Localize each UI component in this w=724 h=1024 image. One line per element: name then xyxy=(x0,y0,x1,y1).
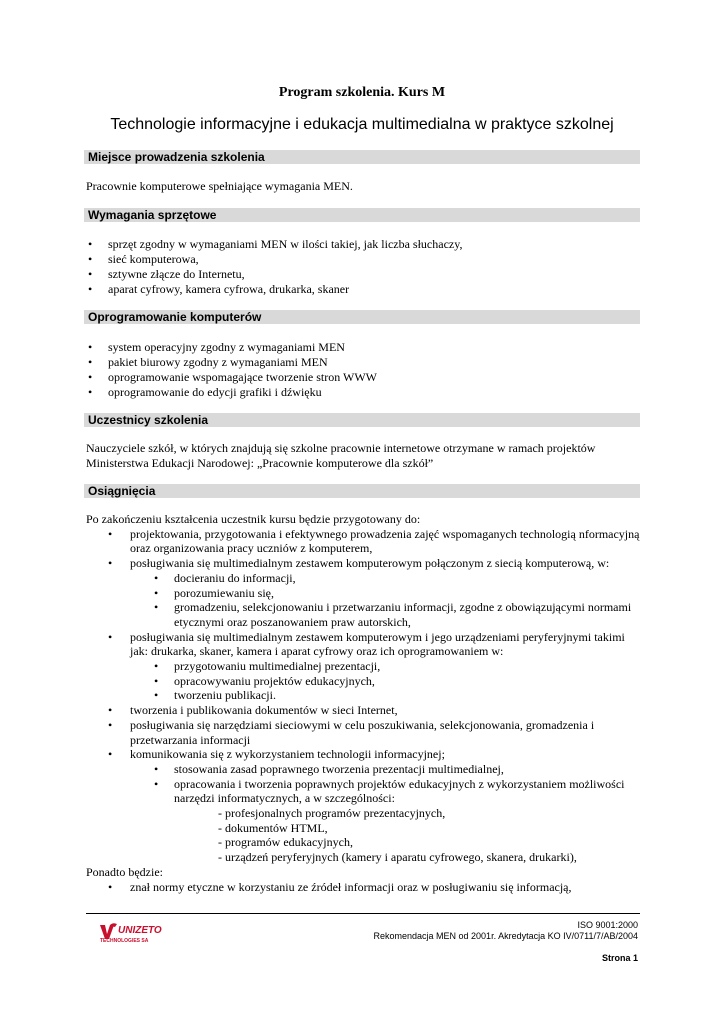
section-heading-miejsce: Miejsce prowadzenia szkolenia xyxy=(84,150,640,164)
list-item-text: projektowania, przygotowania i efektywnego prowadzenia zajęć wspomaganych technologią nformacyjną oraz organizowania pracy uczniów z komputerem, xyxy=(130,526,640,556)
footer-divider xyxy=(86,913,640,914)
section-heading-uczestnicy: Uczestnicy szkolenia xyxy=(84,413,640,427)
footer-iso: ISO 9001:2000 xyxy=(577,920,638,930)
list-item: • oprogramowanie wspomagające tworzenie stron WWW xyxy=(86,370,640,385)
list-item: • aparat cyfrowy, kamera cyfrowa, drukarka, skaner xyxy=(86,282,640,297)
sublist-item: • opracowania i tworzenia poprawnych projektów edukacyjnych z wykorzystaniem możliwości narzędzi informatycznych, a w szczególności: xyxy=(130,777,640,806)
list-item xyxy=(86,703,640,718)
dash-line: - dokumentów HTML, xyxy=(218,820,328,835)
sublist xyxy=(130,571,640,630)
ponadto-label: Ponadto będzie: xyxy=(86,864,163,879)
sublist-item: • opracowywaniu projektów edukacyjnych, xyxy=(130,674,640,689)
sublist xyxy=(130,659,640,703)
list-item: • pakiet biurowy zgodny z wymaganiami MEN xyxy=(86,355,640,370)
section-heading-sprzet: Wymagania sprzętowe xyxy=(84,208,640,222)
unizeto-logo xyxy=(98,921,184,943)
list-item: • sztywne złącze do Internetu, xyxy=(86,267,640,282)
dash-line: - profesjonalnych programów prezentacyjnych, xyxy=(218,806,446,821)
sublist-item: • porozumiewaniu się, xyxy=(130,586,640,601)
section-text-uczestnicy: Nauczyciele szkół, w których znajdują się szkolne pracownie internetowe otrzymane w ramach projektów Ministerstwa Edukacji Narodowej: „Pracownie komputerowe dla szkół” xyxy=(86,441,596,470)
sublist-item: • stosowania zasad poprawnego tworzenia prezentacji multimedialnej, xyxy=(130,762,640,777)
sublist-item: • gromadzeniu, selekcjonowaniu i przetwarzaniu informacji, zgodne z obowiązującymi normami etycznymi oraz poszanowaniem praw autorskich, xyxy=(130,600,640,629)
section-heading-oprogramowanie: Oprogramowanie komputerów xyxy=(84,310,640,324)
sublist-item: • przygotowaniu multimedialnej prezentacji, xyxy=(130,659,640,674)
list-item: • sieć komputerowa, xyxy=(86,252,640,267)
list-item: • system operacyjny zgodny z wymaganiami MEN xyxy=(86,340,640,355)
footer-rekomendacja: Rekomendacja MEN od 2001r. Akredytacja KO IV/0711/7/AB/2004 xyxy=(373,931,638,941)
section-heading-osiagniecia: Osiągnięcia xyxy=(84,484,640,498)
list-sprzet xyxy=(86,237,640,297)
sublist xyxy=(130,762,640,806)
section-text-miejsce: Pracownie komputerowe spełniające wymagania MEN. xyxy=(86,179,353,193)
sublist-item: • tworzeniu publikacji. xyxy=(130,688,640,703)
sublist-item: • docieraniu do informacji, xyxy=(130,571,640,586)
document-title: Program szkolenia. Kurs M xyxy=(278,85,446,100)
list-item xyxy=(86,630,640,704)
list-item: • znał normy etyczne w korzystaniu ze źródeł informacji oraz w posługiwaniu się informacją, xyxy=(86,880,640,895)
section-body-osiagniecia xyxy=(86,512,640,894)
list-item xyxy=(86,527,640,556)
list-item: • sprzęt zgodny w wymaganiami MEN w ilości takiej, jak liczba słuchaczy, xyxy=(86,237,640,252)
list-item-text: posługiwania się multimedialnym zestawem komputerowym połączonym z siecią komputerową, w: xyxy=(130,556,610,571)
list-oprogramowanie xyxy=(86,340,640,400)
ponadto-list xyxy=(86,880,640,895)
footer-page-number: Strona 1 xyxy=(601,953,638,963)
logo-text: UNIZETO xyxy=(118,925,162,936)
dash-line: - urządzeń peryferyjnych (kamery i aparatu cyfrowego, skanera, drukarki), xyxy=(218,850,577,865)
list-item-text: komunikowania się z wykorzystaniem technologii informacyjnej; xyxy=(130,747,445,762)
list-item-text: posługiwania się multimedialnym zestawem komputerowym i jego urządzeniami peryferyjnymi takimi jak: drukarka, skaner, kamera i aparat cyfrowy oraz ich oprogramowaniem w: xyxy=(130,629,625,659)
dash-line: - programów edukacyjnych, xyxy=(218,835,353,850)
achievements-intro: Po zakończeniu kształcenia uczestnik kursu będzie przygotowany do: xyxy=(86,512,421,526)
list-item xyxy=(86,556,640,630)
achievements-list xyxy=(86,527,640,865)
list-item xyxy=(86,747,640,865)
logo-subtext: TECHNOLOGIES SA xyxy=(100,938,149,943)
list-item xyxy=(86,718,640,747)
list-item-text: posługiwania się narzędziami sieciowymi w celu poszukiwania, selekcjonowania, gromadzenia i przetwarzania informacji xyxy=(130,717,595,747)
list-item: • oprogramowanie do edycji grafiki i dźwięku xyxy=(86,385,640,400)
document-subtitle: Technologie informacyjne i edukacja multimedialna w praktyce szkolnej xyxy=(110,116,614,133)
list-item-text: tworzenia i publikowania dokumentów w sieci Internet, xyxy=(130,703,398,718)
